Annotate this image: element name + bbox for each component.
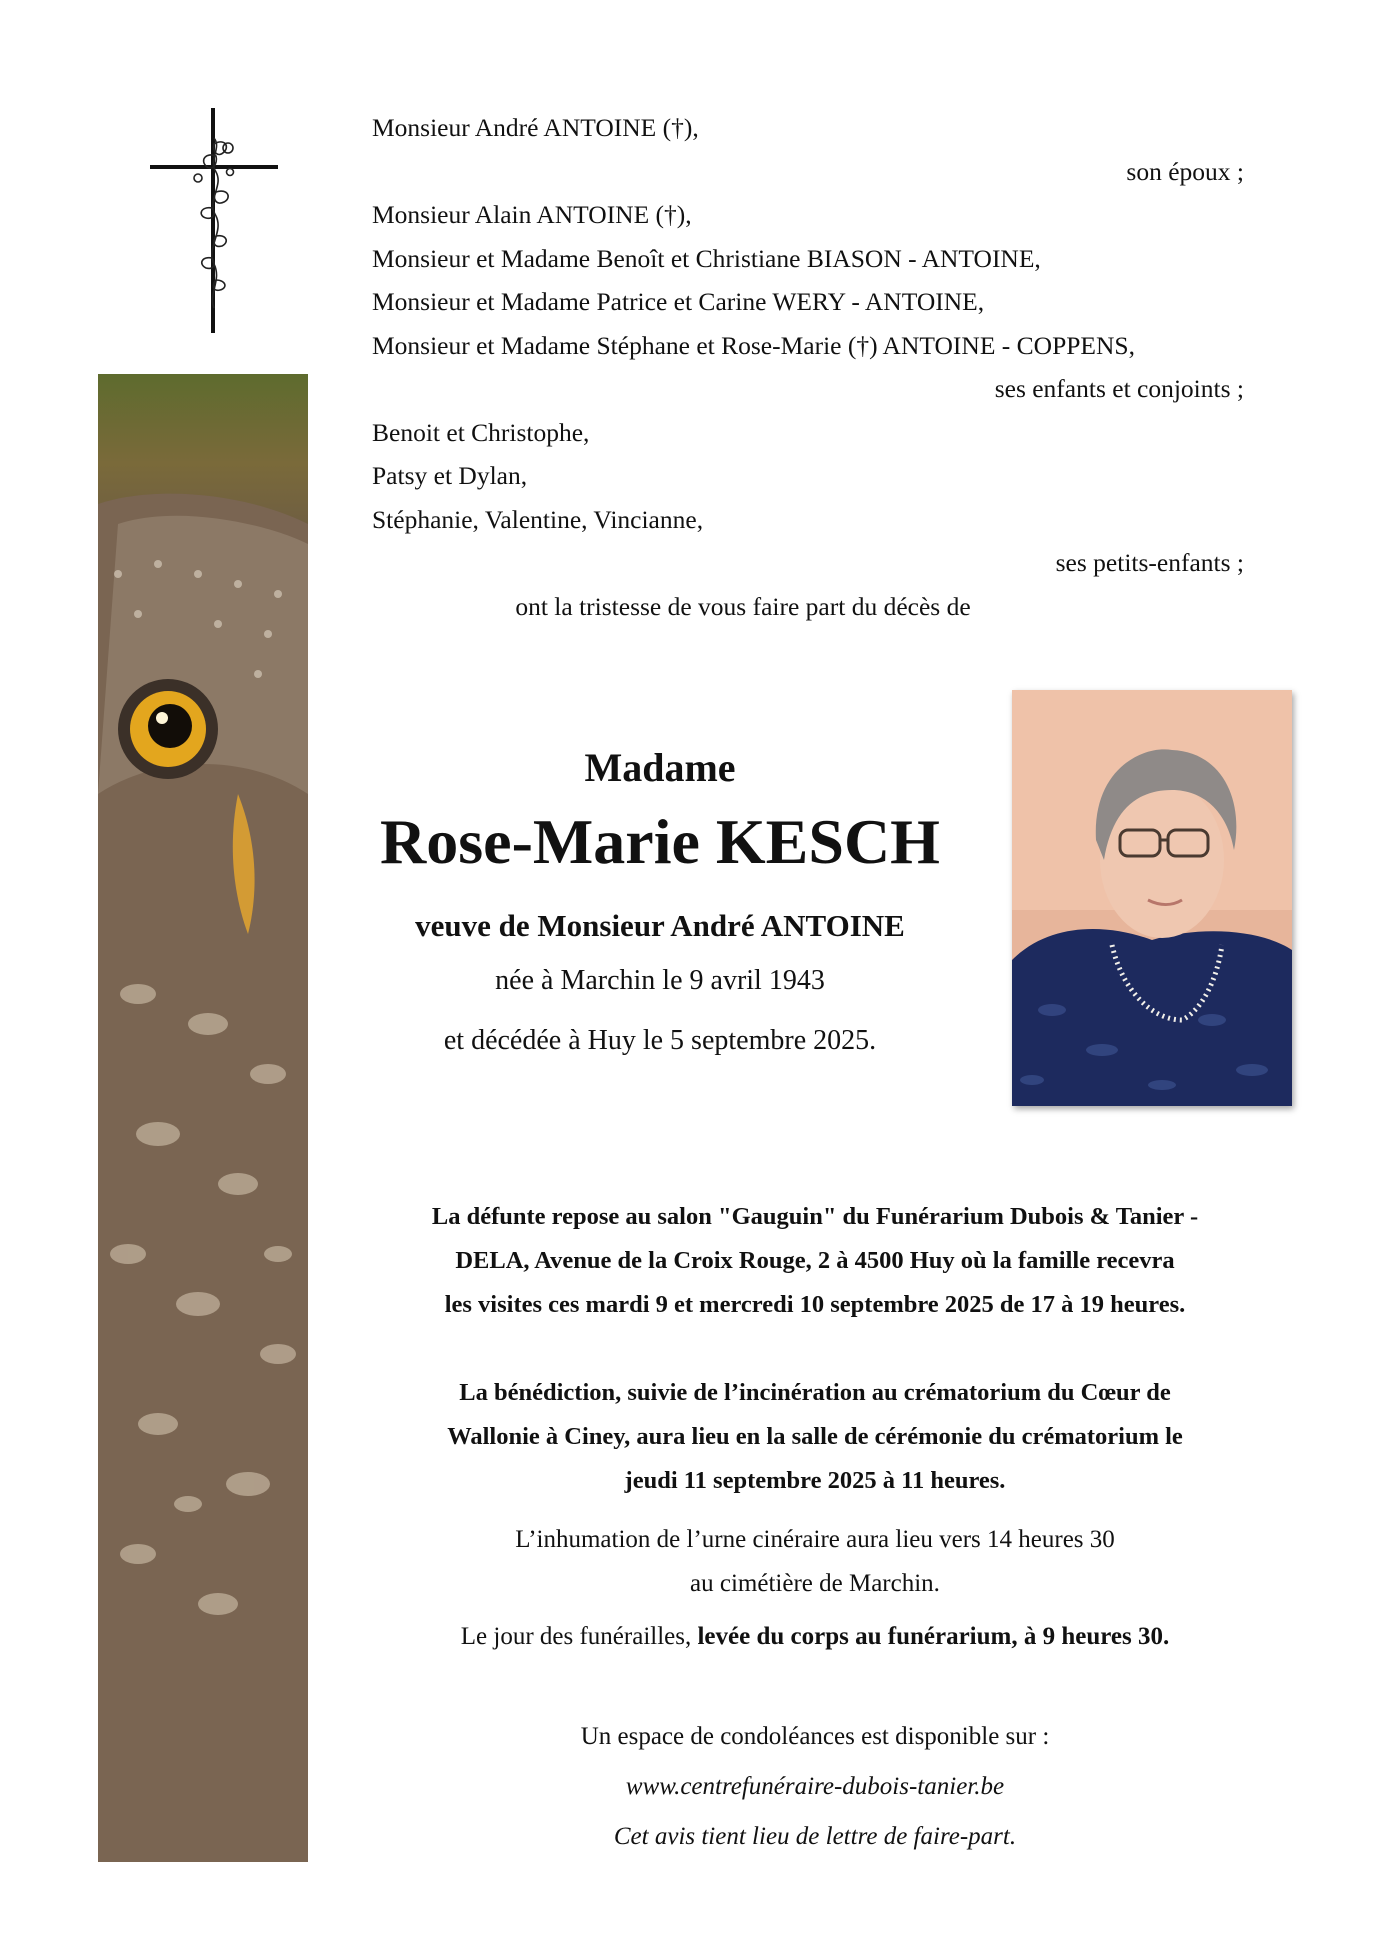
burial-line: L’inhumation de l’urne cinéraire aura lieu vers 14 heures 30 bbox=[515, 1526, 1115, 1553]
funeral-day-line bbox=[350, 1615, 1280, 1659]
family-line: Monsieur André ANTOINE (†), bbox=[372, 113, 699, 142]
ceremony-line: Wallonie à Ciney, aura lieu en la salle de cérémonie du crématorium le bbox=[447, 1423, 1183, 1450]
family-line: Benoit et Christophe, bbox=[372, 417, 590, 447]
family-role-line: ses enfants et conjoints ; bbox=[994, 374, 1244, 403]
condolences-info bbox=[350, 1712, 1280, 1862]
family-line: Monsieur et Madame Benoît et Christiane BIASON - ANTOINE, bbox=[372, 243, 1041, 273]
deceased-identity bbox=[330, 740, 990, 1068]
family-line: Monsieur et Madame Patrice et Carine WERY - ANTOINE, bbox=[372, 287, 985, 316]
ceremony-line: La bénédiction, suivie de l’incinération au crématorium du Cœur de bbox=[459, 1379, 1171, 1406]
deceased-name: Rose-Marie KESCH bbox=[380, 806, 940, 877]
family-line: Patsy et Dylan, bbox=[372, 461, 528, 490]
ceremony-info bbox=[350, 1371, 1280, 1503]
birth-info: née à Marchin le 9 avril 1943 bbox=[495, 965, 825, 996]
ceremony-line: jeudi 11 septembre 2025 à 11 heures. bbox=[624, 1467, 1006, 1494]
condolences-note: Cet avis tient lieu de lettre de faire-part. bbox=[613, 1823, 1017, 1850]
family-line: Monsieur Alain ANTOINE (†), bbox=[372, 200, 692, 229]
owl-photo bbox=[98, 374, 308, 1862]
wake-line: DELA, Avenue de la Croix Rouge, 2 à 4500 Huy où la famille recevra bbox=[455, 1247, 1175, 1274]
funeral-day-highlight: levée du corps au funérarium, à 9 heures 30. bbox=[697, 1623, 1170, 1650]
condolences-intro: Un espace de condoléances est disponible sur : bbox=[580, 1723, 1050, 1750]
burial-info bbox=[350, 1518, 1280, 1606]
burial-line: au cimétière de Marchin. bbox=[690, 1570, 940, 1597]
death-info: et décédée à Huy le 5 septembre 2025. bbox=[443, 1025, 877, 1056]
family-list bbox=[372, 106, 1244, 628]
condolences-website-link[interactable]: www.centrefunéraire-dubois-tanier.be bbox=[625, 1773, 1005, 1800]
family-role-line: son époux ; bbox=[1126, 156, 1244, 186]
wake-line: les visites ces mardi 9 et mercredi 10 septembre 2025 de 17 à 19 heures. bbox=[444, 1291, 1186, 1318]
honorific: Madame bbox=[584, 745, 736, 790]
funeral-day-prefix: Le jour des funérailles, bbox=[460, 1623, 698, 1650]
wake-info bbox=[350, 1195, 1280, 1327]
family-role-line: ses petits-enfants ; bbox=[1055, 548, 1244, 577]
funeral-day-info bbox=[350, 1615, 1280, 1659]
announcement-line: ont la tristesse de vous faire part du décès de bbox=[515, 591, 971, 621]
widow-of: veuve de Monsieur André ANTOINE bbox=[415, 908, 905, 943]
deceased-portrait bbox=[1012, 690, 1292, 1106]
family-line: Stéphanie, Valentine, Vincianne, bbox=[372, 504, 704, 534]
cross-icon bbox=[150, 108, 278, 333]
family-line: Monsieur et Madame Stéphane et Rose-Marie (†) ANTOINE - COPPENS, bbox=[372, 330, 1135, 360]
wake-line: La défunte repose au salon "Gauguin" du Funérarium Dubois & Tanier - bbox=[431, 1203, 1199, 1230]
